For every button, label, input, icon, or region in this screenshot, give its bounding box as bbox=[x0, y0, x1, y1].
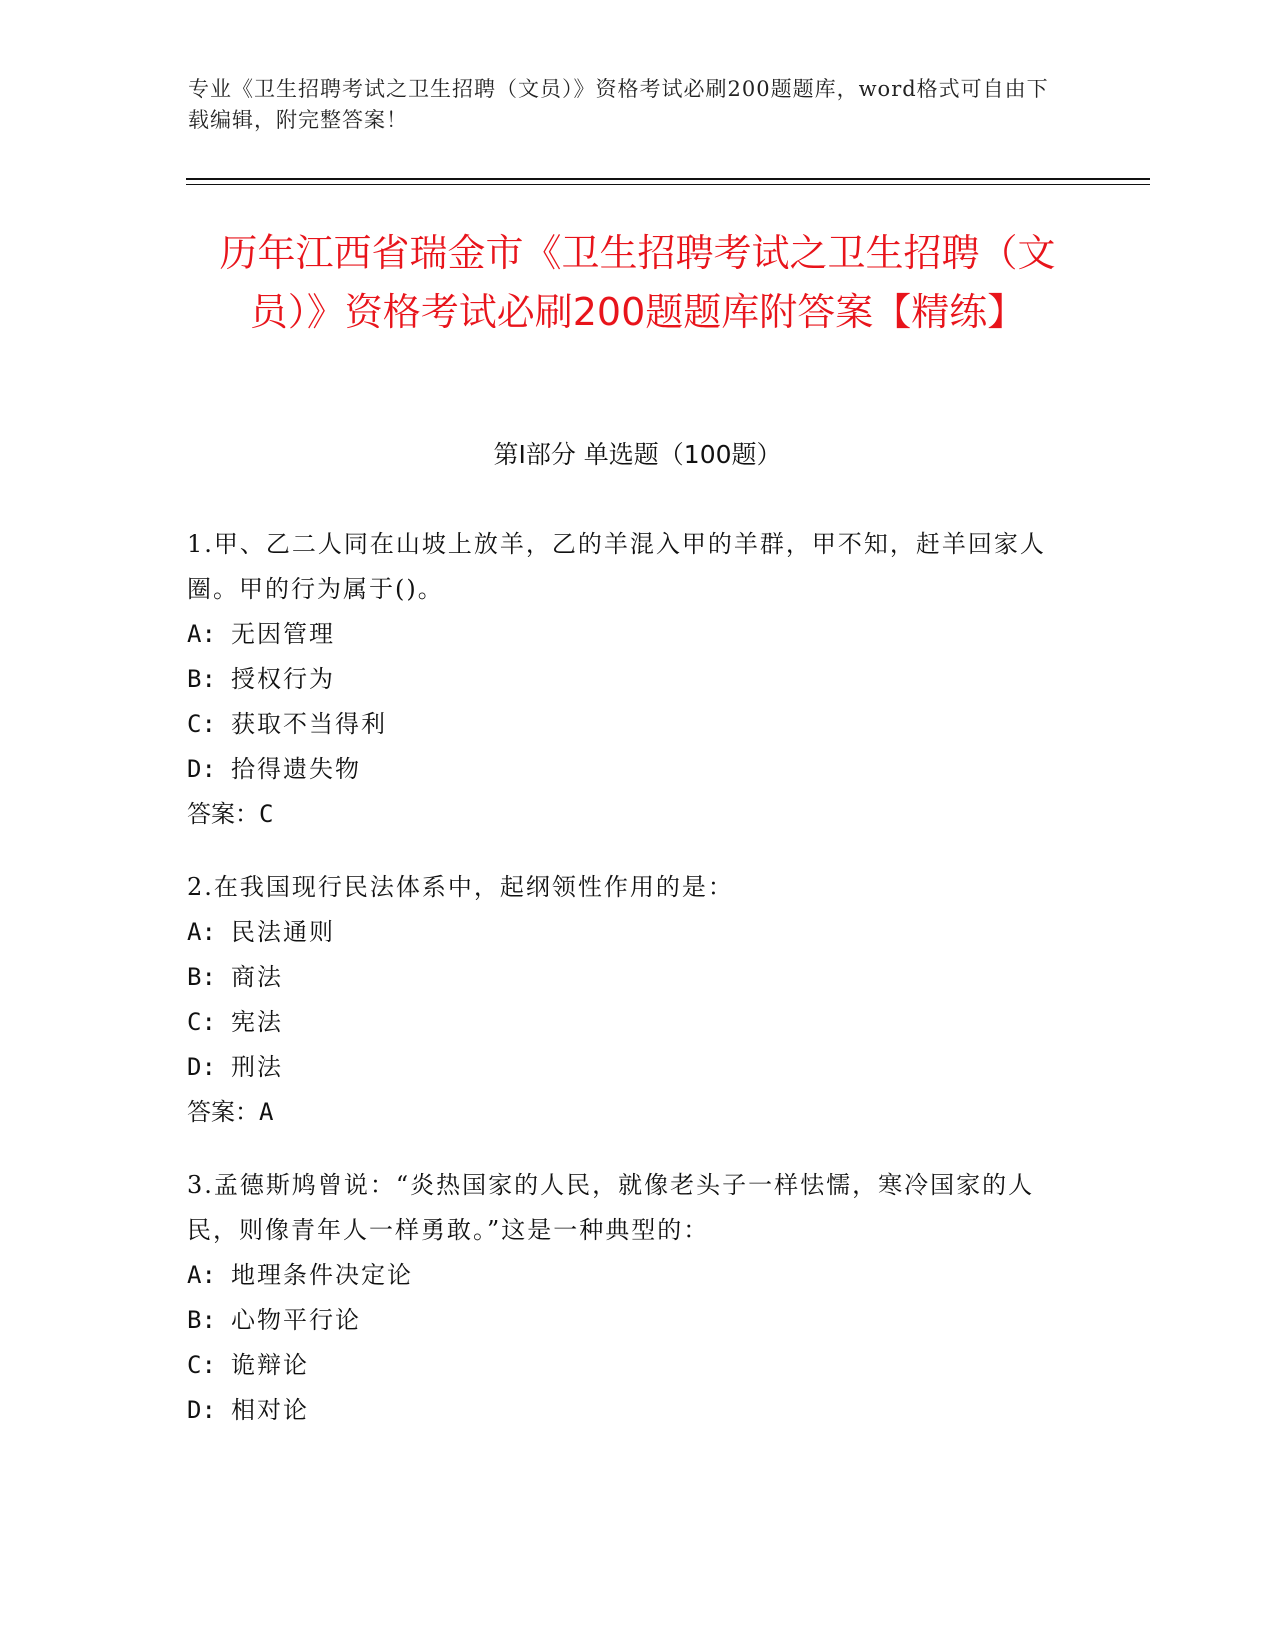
option-text: 无因管理 bbox=[231, 620, 335, 648]
option-d bbox=[187, 1045, 1067, 1090]
answer-line bbox=[187, 792, 1067, 837]
option-letter: C: bbox=[187, 1008, 216, 1036]
option-b bbox=[187, 657, 1067, 702]
option-d bbox=[187, 1388, 1067, 1433]
option-letter: A: bbox=[187, 1261, 216, 1289]
answer-line bbox=[187, 1090, 1067, 1135]
option-c bbox=[187, 1000, 1067, 1045]
option-text: 商法 bbox=[231, 963, 283, 991]
option-b bbox=[187, 955, 1067, 1000]
option-d bbox=[187, 747, 1067, 792]
question-stem: 1.甲、乙二人同在山坡上放羊，乙的羊混入甲的羊群，甲不知，赶羊回家人圈。甲的行为属于()。 bbox=[187, 530, 1046, 603]
question-1 bbox=[187, 522, 1067, 837]
answer-value: A bbox=[259, 1098, 274, 1126]
option-text: 刑法 bbox=[231, 1053, 283, 1081]
option-a bbox=[187, 910, 1067, 955]
option-text: 相对论 bbox=[231, 1396, 309, 1424]
question-list bbox=[187, 522, 1067, 1461]
option-letter: A: bbox=[187, 620, 216, 648]
header-divider-thin bbox=[186, 184, 1150, 185]
option-letter: B: bbox=[187, 665, 216, 693]
option-a bbox=[187, 612, 1067, 657]
question-2 bbox=[187, 865, 1067, 1135]
section-heading: 第Ⅰ部分 单选题（100题） bbox=[493, 440, 782, 469]
option-a bbox=[187, 1253, 1067, 1298]
option-letter: C: bbox=[187, 710, 216, 738]
option-b bbox=[187, 1298, 1067, 1343]
header-divider-thick bbox=[186, 178, 1150, 180]
option-letter: B: bbox=[187, 1306, 216, 1334]
option-text: 授权行为 bbox=[231, 665, 335, 693]
option-letter: D: bbox=[187, 755, 216, 783]
option-text: 地理条件决定论 bbox=[231, 1261, 413, 1289]
option-c bbox=[187, 1343, 1067, 1388]
document-title: 历年江西省瑞金市《卫生招聘考试之卫生招聘（文员）》资格考试必刷200题题库附答案【精练】 bbox=[219, 231, 1056, 334]
question-stem: 3.孟德斯鸠曾说：“炎热国家的人民，就像老头子一样怯懦，寒冷国家的人民，则像青年人一样勇敢。”这是一种典型的： bbox=[187, 1171, 1035, 1244]
answer-label: 答案： bbox=[187, 1098, 259, 1126]
option-letter: D: bbox=[187, 1053, 216, 1081]
option-letter: A: bbox=[187, 918, 216, 946]
option-text: 拾得遗失物 bbox=[231, 755, 361, 783]
answer-value: C bbox=[259, 800, 274, 828]
option-text: 宪法 bbox=[231, 1008, 283, 1036]
answer-label: 答案： bbox=[187, 800, 259, 828]
header-note: 专业《卫生招聘考试之卫生招聘（文员）》资格考试必刷200题题库，word格式可自由下载编辑，附完整答案！ bbox=[188, 77, 1049, 132]
option-text: 心物平行论 bbox=[231, 1306, 361, 1334]
option-c bbox=[187, 702, 1067, 747]
option-text: 获取不当得利 bbox=[231, 710, 387, 738]
option-text: 民法通则 bbox=[231, 918, 335, 946]
question-3 bbox=[187, 1163, 1067, 1433]
option-letter: D: bbox=[187, 1396, 216, 1424]
question-stem: 2.在我国现行民法体系中，起纲领性作用的是： bbox=[187, 873, 734, 901]
option-text: 诡辩论 bbox=[231, 1351, 309, 1379]
option-letter: B: bbox=[187, 963, 216, 991]
option-letter: C: bbox=[187, 1351, 216, 1379]
